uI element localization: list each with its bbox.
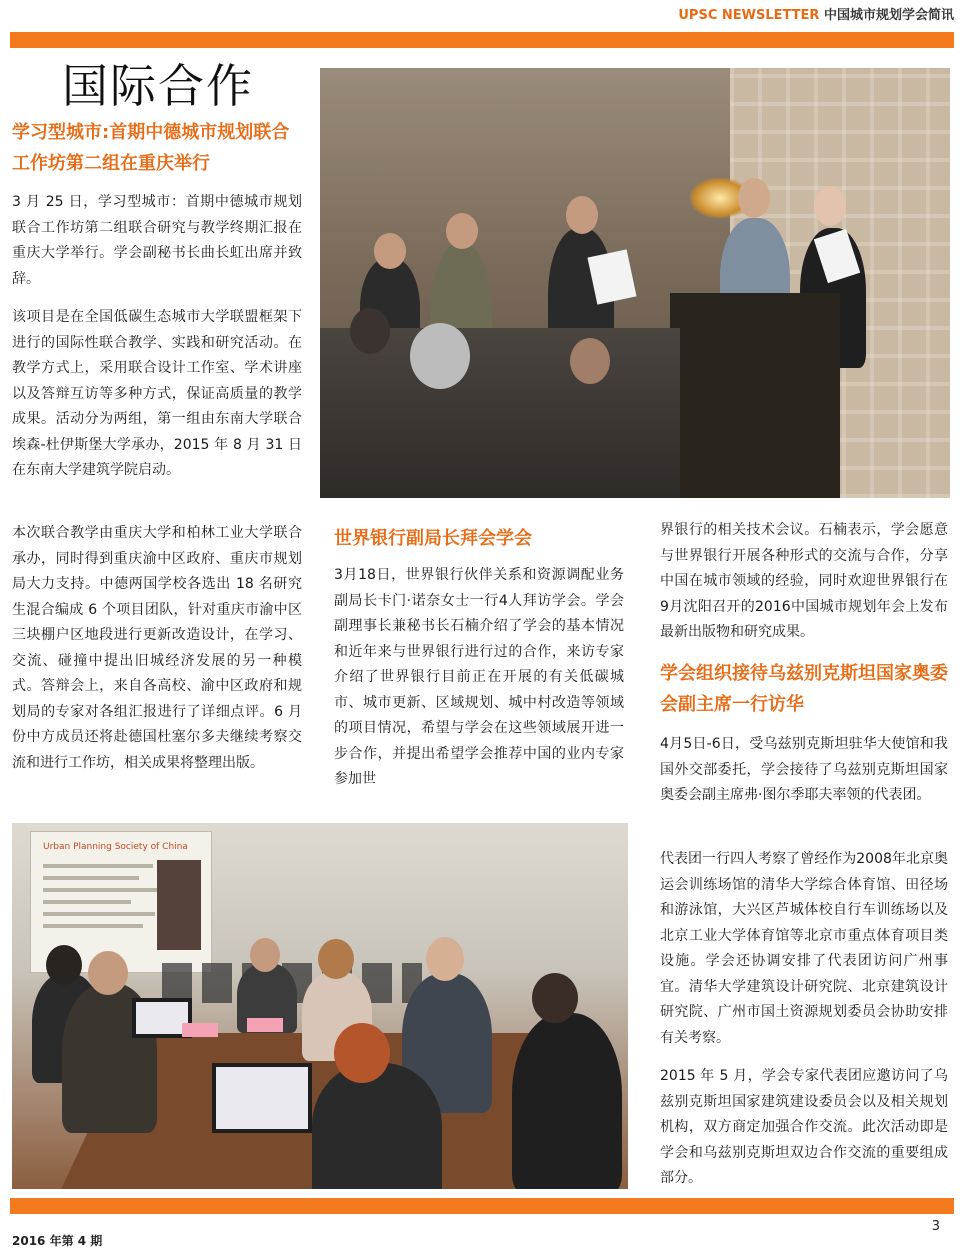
article-world-bank-continued (660, 518, 948, 646)
article-paragraph-3 (12, 521, 302, 776)
presenter-head (446, 213, 478, 249)
article-title: 学会组织接待乌兹别克斯坦国家奥委会副主席一行访华 (660, 663, 948, 715)
article-uzbekistan-paragraph-3 (660, 1064, 948, 1192)
paragraph: 本次联合教学由重庆大学和柏林工业大学联合承办，同时得到重庆渝中区政府、重庆市规划局大力支持。中德两国学校各选出 18 名研究生混合编成 6 个项目团队，针对重庆市渝中区三块棚户区地段进行更新改造设计，在学习、交流、碰撞中提出旧城经济发展的另一种模式。答辩会上，来自各高校、渝中区政府和规划局的专家对各组汇报进行了详细点评。6 月份中方成员还将赴德国杜塞尔多夫继续考察交流和进行工作坊，相关成果将整理出版。 (12, 525, 302, 771)
slide-text-line (43, 876, 139, 880)
bottom-orange-bar (10, 1198, 954, 1214)
audience-head (350, 308, 390, 354)
slide-title: Urban Planning Society of China (43, 842, 188, 852)
slide-text-line (43, 924, 143, 928)
audience-head (570, 338, 610, 384)
article-paragraph-2 (12, 305, 302, 484)
slide-text-line (43, 912, 155, 916)
slide-text-line (43, 864, 153, 868)
attendee-head (46, 945, 82, 985)
page-number: 3 (931, 1219, 940, 1234)
attendee-head (250, 938, 280, 972)
paragraph: 界银行的相关技术会议。石楠表示，学会愿意与世界银行开展各种形式的交流与合作，分享中国在城市领域的经验，同时欢迎世界银行在9月沈阳召开的2016中国城市规划年会上发布最新出版物和研究成果。 (660, 522, 948, 640)
article-learning-city (12, 117, 302, 179)
attendee-head (426, 937, 464, 981)
laptop (212, 1063, 312, 1133)
presenter-head (566, 196, 598, 234)
attendee-head (532, 973, 578, 1023)
name-card (182, 1023, 218, 1037)
presenter-head (814, 186, 846, 226)
paragraph: 4月5日-6日，受乌兹别克斯坦驻华大使馆和我国外交部委托，学会接待了乌兹别克斯坦国家奥委会副主席弗·图尔季耶夫率领的代表团。 (660, 736, 948, 803)
podium (670, 293, 840, 498)
article-paragraph-1 (12, 190, 302, 292)
newsletter-header (678, 4, 954, 23)
article-uzbekistan-paragraph-2 (660, 847, 948, 1051)
paragraph: 3月18日，世界银行伙伴关系和资源调配业务副局长卡门·诺奈女士一行4人拜访学会。学会副理事长兼秘书长石楠介绍了学会的基本情况和近年来与世界银行进行过的合作，来访专家介绍了世界银行目前正在开展的有关低碳城市、城市更新、区域规划、城中村改造等领域的项目情况，希望与学会在这些领域展开进一步合作，并提出希望学会推荐中国的业内专家参加世 (334, 567, 624, 787)
article-title: 学习型城市:首期中德城市规划联合工作坊第二组在重庆举行 (12, 122, 290, 174)
presenter-head (738, 178, 770, 218)
attendee (312, 1063, 442, 1189)
paragraph: 该项目是在全国低碳生态城市大学联盟框架下进行的国际性联合教学、实践和研究活动。在教学方式上，采用联合设计工作室、学术讲座以及答辩互访等多种方式，保证高质量的教学成果。活动分为两组，第一组由东南大学联合埃森-杜伊斯堡大学承办，2015 年 8 月 31 日在东南大学建筑学院启动。 (12, 309, 302, 478)
paragraph: 3 月 25 日，学习型城市：首期中德城市规划联合工作坊第二组联合研究与教学终期汇报在重庆大学举行。学会副秘书长曲长虹出席并致辞。 (12, 194, 302, 287)
presenter-head (374, 233, 406, 269)
attendee-head (334, 1023, 390, 1083)
lecture-photo (320, 68, 950, 498)
attendee-head (88, 951, 128, 995)
issue-label: 2016 年第 4 期 (12, 1234, 103, 1248)
name-card (247, 1018, 283, 1032)
slide-text-line (43, 888, 163, 892)
newsletter-name-cn: 中国城市规划学会简讯 (823, 8, 954, 23)
newsletter-name-en: UPSC NEWSLETTER (678, 8, 820, 23)
paragraph: 代表团一行四人考察了曾经作为2008年北京奥运会训练场馆的清华大学综合体育馆、田径场和游泳馆，大兴区芦城体校自行车训练场以及北京工业大学体育馆等北京市重点体育项目类设施。学会还协调安排了代表团访问广州事宜。清华大学建筑设计研究院、北京建筑设计研究院、广州市国土资源规划委员会协助安排有关考察。 (660, 851, 948, 1046)
article-world-bank-body (334, 563, 624, 793)
article-world-bank (334, 523, 624, 554)
article-uzbekistan (660, 658, 948, 720)
paragraph: 2015 年 5 月，学会专家代表团应邀访问了乌兹别克斯坦国家建筑建设委员会以及相关规划机构，双方商定加强合作交流。此次活动即是学会和乌兹别克斯坦双边合作交流的重要组成部分。 (660, 1068, 948, 1186)
article-title: 世界银行副局长拜会学会 (334, 528, 532, 549)
article-uzbekistan-paragraph-1 (660, 732, 948, 809)
meeting-photo (12, 823, 628, 1189)
top-orange-bar (10, 32, 954, 48)
paper-sheet (587, 249, 636, 304)
attendee (512, 1013, 622, 1189)
attendee-head (318, 939, 354, 979)
page-title: 国际合作 (62, 59, 254, 113)
slide-photo (157, 860, 201, 950)
slide-text-line (43, 900, 131, 904)
audience-head (410, 323, 470, 389)
